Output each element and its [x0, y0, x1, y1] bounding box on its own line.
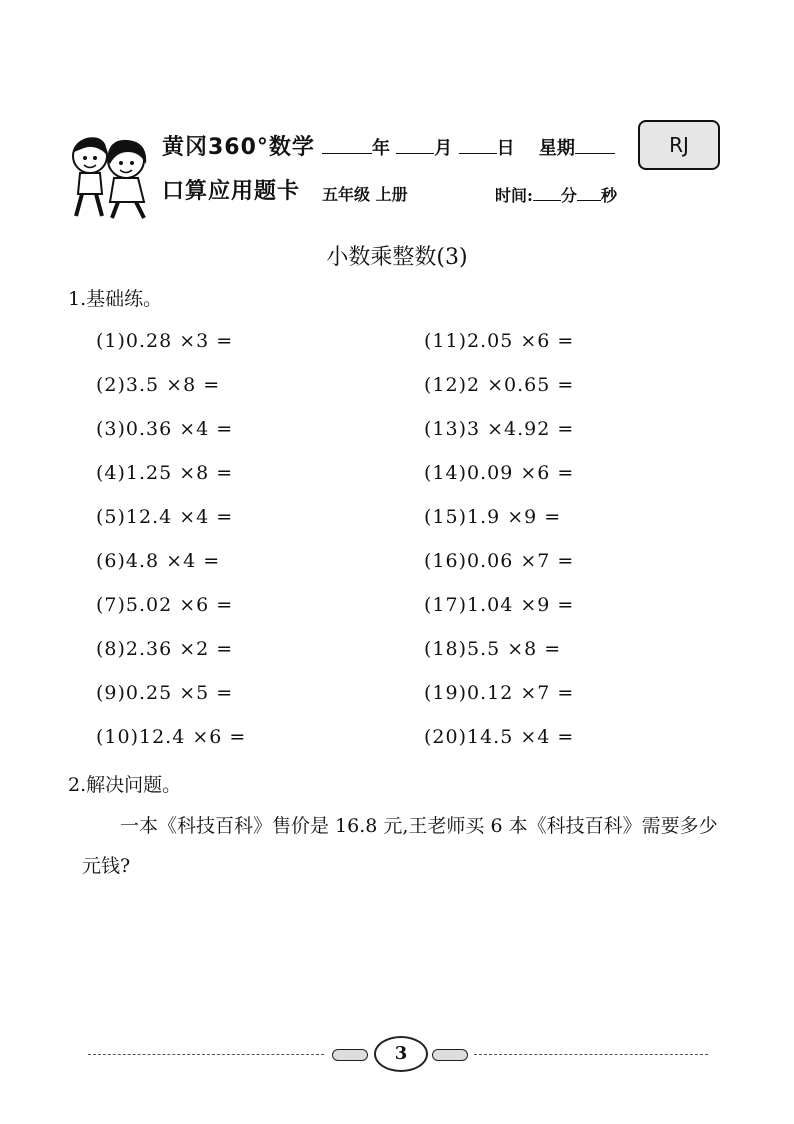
page-number: 3: [374, 1036, 428, 1072]
year-blank[interactable]: [322, 135, 372, 154]
footer-divider-left: [88, 1054, 324, 1055]
cartoon-kids-logo: [60, 130, 160, 222]
footer-ornament-left: [332, 1049, 368, 1061]
exercise-item: (1)0.28 ×3 =: [96, 330, 234, 352]
exercise-item: (14)0.09 ×6 =: [424, 462, 575, 484]
exercise-item: (15)1.9 ×9 =: [424, 506, 562, 528]
section1-heading: 1.基础练。: [68, 288, 163, 310]
time-line: [495, 182, 617, 206]
brand-title: 黄冈360°数学: [162, 135, 315, 160]
second-label: 秒: [600, 186, 617, 205]
exercise-item: (17)1.04 ×9 =: [424, 594, 575, 616]
minute-label: 分: [560, 186, 577, 205]
word-problem: 一本《科技百科》售价是 16.8 元,王老师买 6 本《科技百科》需要多少元钱?: [82, 815, 718, 877]
section2-heading: 2.解决问题。: [68, 774, 182, 796]
month-label: 月: [434, 138, 453, 159]
brand-subtitle: 口算应用题卡: [162, 179, 301, 204]
exercise-item: (9)0.25 ×5 =: [96, 682, 234, 704]
weekday-blank[interactable]: [575, 135, 615, 154]
month-blank[interactable]: [396, 135, 434, 154]
exercise-item: (7)5.02 ×6 =: [96, 594, 234, 616]
day-label: 日: [496, 138, 515, 159]
exercise-item: (4)1.25 ×8 =: [96, 462, 234, 484]
grade-label: 五年级 上册: [322, 185, 408, 204]
exercise-item: (8)2.36 ×2 =: [96, 638, 234, 660]
date-line: [322, 134, 615, 160]
weekday-label: 星期: [538, 138, 575, 159]
exercise-item: (3)0.36 ×4 =: [96, 418, 234, 440]
footer-ornament-right: [432, 1049, 468, 1061]
exercise-item: (13)3 ×4.92 =: [424, 418, 575, 440]
page-footer: [88, 1034, 708, 1074]
footer-divider-right: [474, 1054, 708, 1055]
exercise-item: (11)2.05 ×6 =: [424, 330, 575, 352]
worksheet-header: [60, 118, 720, 218]
year-label: 年: [372, 138, 390, 159]
time-label: 时间:: [495, 186, 533, 205]
exercise-item: (20)14.5 ×4 =: [424, 726, 575, 748]
exercise-item: (12)2 ×0.65 =: [424, 374, 575, 396]
minute-blank[interactable]: [533, 182, 561, 201]
exercise-item: (10)12.4 ×6 =: [96, 726, 247, 748]
exercise-item: (5)12.4 ×4 =: [96, 506, 234, 528]
exercise-item: (19)0.12 ×7 =: [424, 682, 575, 704]
day-blank[interactable]: [459, 135, 497, 154]
exercise-item: (16)0.06 ×7 =: [424, 550, 575, 572]
exercise-item: (2)3.5 ×8 =: [96, 374, 221, 396]
second-blank[interactable]: [577, 182, 601, 201]
exercise-item: (6)4.8 ×4 =: [96, 550, 221, 572]
page-title: 小数乘整数(3): [326, 245, 468, 270]
edition-badge: RJ: [638, 120, 720, 170]
exercise-item: (18)5.5 ×8 =: [424, 638, 562, 660]
